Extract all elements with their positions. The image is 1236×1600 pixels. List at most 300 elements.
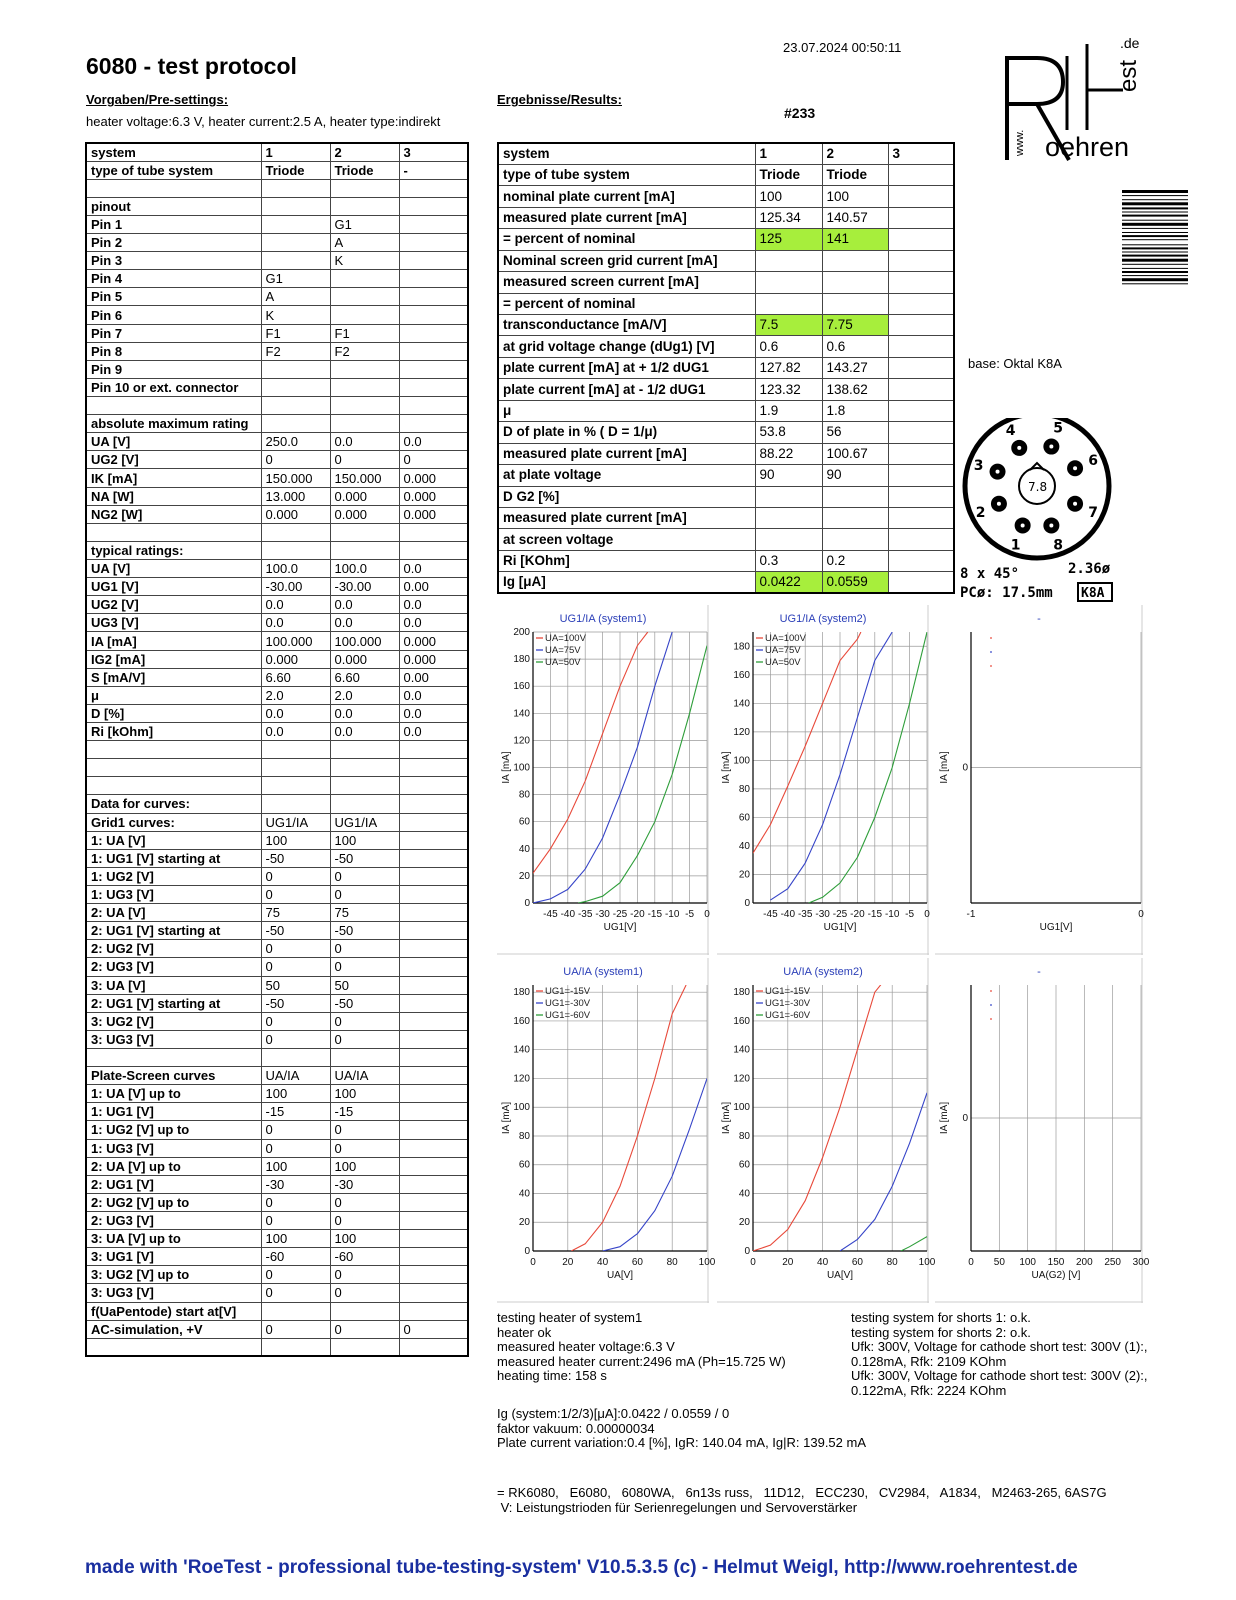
chart-title: UA/IA (system2) xyxy=(783,966,863,978)
equivalent-types: = RK6080, E6080, 6080WA, 6n13s russ, 11D12, ECC230, CV2984, A1834, M2463-265, 6AS7G V: Leistungstrioden für Serienregelungen und Servoverstärker xyxy=(497,1485,1107,1515)
cell-value: 90 xyxy=(755,465,822,486)
table-row xyxy=(86,1320,468,1338)
cell-value xyxy=(888,207,954,228)
table-row xyxy=(86,632,468,650)
cell-value: UG1/IA xyxy=(261,813,330,831)
table-row xyxy=(86,252,468,270)
cell-value xyxy=(399,1103,468,1121)
row-label xyxy=(86,777,261,795)
table-row xyxy=(86,1302,468,1320)
cell-value xyxy=(261,777,330,795)
x-axis-label: UA[V] xyxy=(826,1270,854,1281)
cell-value: -15 xyxy=(261,1103,330,1121)
row-label: measured plate current [mA] xyxy=(498,207,755,228)
cell-value xyxy=(399,759,468,777)
table-row xyxy=(498,186,954,207)
cell-value xyxy=(399,523,468,541)
y-tick-label: 60 xyxy=(518,816,530,828)
base-pin-number: 7 xyxy=(1088,505,1098,522)
cell-value: 0 xyxy=(261,1266,330,1284)
cell-value: 125.34 xyxy=(755,207,822,228)
table-row xyxy=(86,179,468,197)
x-tick-label: 80 xyxy=(666,1257,678,1268)
y-tick-label: 160 xyxy=(733,669,750,681)
cell-value xyxy=(399,270,468,288)
cell-value xyxy=(399,885,468,903)
base-pin-number: 6 xyxy=(1088,452,1098,469)
cell-value: 0 xyxy=(330,1211,399,1229)
cell-value xyxy=(330,1338,399,1356)
cell-value xyxy=(399,1048,468,1066)
cell-value xyxy=(888,357,954,378)
cell-value: 0.0 xyxy=(330,614,399,632)
cell-value: A xyxy=(261,288,330,306)
y-tick-label: 20 xyxy=(738,1217,750,1229)
cell-value: 0.0 xyxy=(399,704,468,722)
y-tick-label: 140 xyxy=(733,698,750,710)
y-tick-label: 80 xyxy=(518,789,530,801)
cell-value: 1.9 xyxy=(755,400,822,421)
table-row xyxy=(498,422,954,443)
table-row xyxy=(498,229,954,250)
cell-value: 0 xyxy=(330,1030,399,1048)
table-row xyxy=(86,360,468,378)
y-tick-label: 0 xyxy=(524,898,530,909)
table-row xyxy=(86,161,468,179)
results-heading: Ergebnisse/Results: xyxy=(497,92,622,107)
x-tick-label: -40 xyxy=(560,909,576,920)
table-row xyxy=(86,976,468,994)
barcode-bar xyxy=(1122,207,1188,209)
row-label: 1: UG3 [V] xyxy=(86,1139,261,1157)
cell-value xyxy=(399,976,468,994)
barcode-bar xyxy=(1122,244,1188,245)
legend-label: UG1=-30V xyxy=(765,998,811,1009)
cell-value xyxy=(399,306,468,324)
x-tick-label: -10 xyxy=(664,909,680,920)
serial-number: #233 xyxy=(784,105,816,121)
series-line xyxy=(770,632,892,900)
cell-value xyxy=(261,541,330,559)
x-tick-label: -35 xyxy=(797,909,813,920)
cell-value: -30 xyxy=(330,1175,399,1193)
table-row xyxy=(86,1175,468,1193)
chart-svg xyxy=(935,958,1150,1303)
cell-value xyxy=(888,400,954,421)
y-tick-label: 40 xyxy=(738,840,750,852)
x-tick-label: -20 xyxy=(630,909,645,920)
x-tick-label: 0 xyxy=(704,909,710,920)
cell-value: 0.2 xyxy=(822,550,888,571)
cell-value xyxy=(399,777,468,795)
table-row xyxy=(498,250,954,271)
cell-value xyxy=(399,397,468,415)
cell-value xyxy=(399,215,468,233)
row-label: D of plate in % ( D = 1/μ) xyxy=(498,422,755,443)
cell-value: 53.8 xyxy=(755,422,822,443)
row-label: transconductance [mA/V] xyxy=(498,315,755,336)
table-row xyxy=(86,723,468,741)
row-label: = percent of nominal xyxy=(498,293,755,314)
row-label: 1: UA [V] xyxy=(86,831,261,849)
table-row xyxy=(86,1067,468,1085)
table-row xyxy=(86,505,468,523)
cell-value: 0 xyxy=(330,1266,399,1284)
row-label: 3: UG2 [V] up to xyxy=(86,1266,261,1284)
results-table xyxy=(497,142,955,594)
cell-value: 0 xyxy=(261,1320,330,1338)
chart-svg xyxy=(717,605,929,955)
cell-value: F1 xyxy=(261,324,330,342)
row-label: 3: UA [V] up to xyxy=(86,1230,261,1248)
cell-value: 0.000 xyxy=(399,469,468,487)
cell-value: F1 xyxy=(330,324,399,342)
cell-value xyxy=(755,272,822,293)
table-row xyxy=(86,831,468,849)
x-tick-label: 50 xyxy=(993,1257,1005,1268)
cell-value xyxy=(888,572,954,593)
table-row xyxy=(498,529,954,550)
cell-value: F2 xyxy=(261,342,330,360)
cell-value: 0 xyxy=(399,1320,468,1338)
y-axis-label: IA [mA] xyxy=(939,751,950,784)
cell-value xyxy=(755,250,822,271)
table-row xyxy=(498,336,954,357)
legend-label: UA=75V xyxy=(765,645,801,656)
cell-value: 0 xyxy=(261,1012,330,1030)
cell-value: 100 xyxy=(330,831,399,849)
cell-value: 0 xyxy=(399,451,468,469)
table-row xyxy=(86,1103,468,1121)
cell-value xyxy=(888,507,954,528)
x-tick-label: -5 xyxy=(905,909,915,920)
cell-value xyxy=(330,777,399,795)
cell-value xyxy=(399,1139,468,1157)
cell-value xyxy=(888,315,954,336)
row-label: UG2 [V] xyxy=(86,596,261,614)
cell-value xyxy=(261,252,330,270)
row-label: Data for curves: xyxy=(86,795,261,813)
row-label: NG2 [W] xyxy=(86,505,261,523)
table-row xyxy=(86,1121,468,1139)
cell-value: 0.0 xyxy=(330,704,399,722)
chart-title: UG1/IA (system1) xyxy=(559,613,647,625)
cell-value xyxy=(399,378,468,396)
row-label: 2: UG1 [V] xyxy=(86,1175,261,1193)
table-row xyxy=(86,759,468,777)
row-label: Pin 5 xyxy=(86,288,261,306)
table-row xyxy=(86,1284,468,1302)
heater-test-results: testing heater of system1 heater ok measured heater voltage:6.3 V measured heater current:2496 mA (Ph=15.725 W) heating time: 158 s xyxy=(497,1310,786,1383)
footer-credit: made with 'RoeTest - professional tube-testing-system' V10.5.3.5 (c) - Helmut Weigl, http://www.roehrentest.de xyxy=(85,1557,1078,1578)
cell-value: 0 xyxy=(330,958,399,976)
chart-title: - xyxy=(1037,613,1041,625)
base-label: base: Oktal K8A xyxy=(968,356,1062,371)
row-label: μ xyxy=(86,686,261,704)
x-tick-label: 40 xyxy=(597,1257,609,1268)
cell-value xyxy=(888,336,954,357)
row-label xyxy=(86,1048,261,1066)
table-row xyxy=(86,378,468,396)
cell-value: 50 xyxy=(330,976,399,994)
cell-value xyxy=(330,1048,399,1066)
row-label: Pin 9 xyxy=(86,360,261,378)
cell-value: 0 xyxy=(330,867,399,885)
table-row xyxy=(498,572,954,593)
row-label: nominal plate current [mA] xyxy=(498,186,755,207)
cell-value xyxy=(399,415,468,433)
cell-value: Triode xyxy=(755,164,822,185)
cell-value: Triode xyxy=(822,164,888,185)
barcode-bar xyxy=(1122,271,1188,273)
x-tick-label: 0 xyxy=(530,1257,536,1268)
cell-value xyxy=(330,197,399,215)
row-label: 2: UG2 [V] up to xyxy=(86,1193,261,1211)
row-label: 3: UG3 [V] xyxy=(86,1030,261,1048)
presettings-table xyxy=(85,142,469,1357)
cell-value xyxy=(755,293,822,314)
y-tick-label: 0 xyxy=(744,1246,750,1257)
cell-value: -50 xyxy=(261,994,330,1012)
row-label: 1: UG3 [V] xyxy=(86,885,261,903)
x-tick-label: -25 xyxy=(612,909,628,920)
table-row xyxy=(86,197,468,215)
table-row xyxy=(86,306,468,324)
cell-value: 0.000 xyxy=(330,650,399,668)
cell-value xyxy=(261,523,330,541)
cell-value: -50 xyxy=(261,922,330,940)
cell-value: 0 xyxy=(261,451,330,469)
cell-value xyxy=(399,1338,468,1356)
cell-value: 0.000 xyxy=(261,650,330,668)
cell-value: 100 xyxy=(330,1230,399,1248)
table-row xyxy=(86,1012,468,1030)
cell-value: 0.0559 xyxy=(822,572,888,593)
cell-value xyxy=(888,229,954,250)
cell-value xyxy=(399,179,468,197)
cell-value: 0.0 xyxy=(399,596,468,614)
row-label: 1: UG2 [V] up to xyxy=(86,1121,261,1139)
cell-value: 100.000 xyxy=(330,632,399,650)
row-label: = percent of nominal xyxy=(498,229,755,250)
cell-value xyxy=(888,250,954,271)
cell-value xyxy=(755,507,822,528)
cell-value: -15 xyxy=(330,1103,399,1121)
table-row xyxy=(498,357,954,378)
y-tick-label: 40 xyxy=(518,1188,530,1200)
cell-value: K xyxy=(330,252,399,270)
row-label: system xyxy=(498,143,755,164)
cell-value: 0 xyxy=(330,885,399,903)
y-tick-label: 120 xyxy=(733,1073,750,1085)
row-label: Plate-Screen curves xyxy=(86,1067,261,1085)
cell-value xyxy=(261,397,330,415)
row-label: 2: UA [V] up to xyxy=(86,1157,261,1175)
y-tick-label: 100 xyxy=(733,1102,750,1114)
row-label: type of tube system xyxy=(498,164,755,185)
cell-value xyxy=(822,486,888,507)
row-label: Pin 7 xyxy=(86,324,261,342)
chart-title: - xyxy=(1037,966,1041,978)
row-label: at grid voltage change (dUg1) [V] xyxy=(498,336,755,357)
row-label: NA [W] xyxy=(86,487,261,505)
chart-ug1-ia-system2 xyxy=(717,605,929,955)
cell-value xyxy=(399,1302,468,1320)
cell-value: 0 xyxy=(261,1030,330,1048)
row-label: at screen voltage xyxy=(498,529,755,550)
legend-label: UG1=-30V xyxy=(545,998,591,1009)
cell-value xyxy=(399,813,468,831)
cell-value: 0.0 xyxy=(261,723,330,741)
cell-value: 0.0 xyxy=(261,614,330,632)
row-label: 2: UG2 [V] xyxy=(86,940,261,958)
y-tick-label: 160 xyxy=(513,681,530,693)
table-row xyxy=(498,164,954,185)
cell-value xyxy=(399,1284,468,1302)
row-label: UG3 [V] xyxy=(86,614,261,632)
cell-value: -50 xyxy=(261,849,330,867)
y-tick-label: 20 xyxy=(518,870,530,882)
barcode-bar xyxy=(1122,223,1188,226)
cell-value: G1 xyxy=(330,215,399,233)
cell-value: -60 xyxy=(330,1248,399,1266)
y-tick-label: 120 xyxy=(513,735,530,747)
barcode-bar xyxy=(1122,190,1188,193)
table-row xyxy=(86,1338,468,1356)
row-label: typical ratings: xyxy=(86,541,261,559)
y-tick-label: 200 xyxy=(513,627,530,638)
x-tick-label: -15 xyxy=(647,909,663,920)
cell-value: 0.0 xyxy=(399,560,468,578)
chart-ug1-ia-system1 xyxy=(497,605,709,955)
y-tick-label: 100 xyxy=(733,755,750,767)
barcode-bar xyxy=(1122,199,1188,200)
cell-value xyxy=(330,306,399,324)
cell-value: UA/IA xyxy=(261,1067,330,1085)
cell-value: 0 xyxy=(261,940,330,958)
table-row xyxy=(86,849,468,867)
table-row xyxy=(86,523,468,541)
cell-value xyxy=(399,541,468,559)
barcode-bar xyxy=(1122,255,1188,257)
cell-value: 75 xyxy=(330,904,399,922)
y-tick-label: 40 xyxy=(738,1188,750,1200)
cell-value: 0.0 xyxy=(261,596,330,614)
x-tick-label: -15 xyxy=(867,909,883,920)
cell-value xyxy=(888,443,954,464)
y-axis-label: IA [mA] xyxy=(721,751,732,784)
logo-word-top: est xyxy=(1115,59,1142,92)
cell-value: 0.3 xyxy=(755,550,822,571)
cell-value xyxy=(399,867,468,885)
cell-value xyxy=(330,759,399,777)
x-axis-label: UG1[V] xyxy=(1039,922,1073,933)
table-row xyxy=(86,668,468,686)
x-tick-label: -25 xyxy=(832,909,848,920)
y-axis-label: IA [mA] xyxy=(501,1101,512,1135)
barcode-bar xyxy=(1122,195,1188,196)
cell-value: 0.0 xyxy=(399,686,468,704)
table-row xyxy=(86,704,468,722)
legend-label: UA=75V xyxy=(545,645,581,656)
cell-value xyxy=(330,397,399,415)
table-row xyxy=(86,614,468,632)
cell-value xyxy=(822,250,888,271)
cell-value xyxy=(888,422,954,443)
cell-value xyxy=(888,465,954,486)
table-row xyxy=(86,741,468,759)
cell-value xyxy=(261,179,330,197)
barcode-bar xyxy=(1122,212,1188,213)
x-tick-label: -40 xyxy=(780,909,796,920)
cell-value xyxy=(261,234,330,252)
row-label: 1: UA [V] up to xyxy=(86,1085,261,1103)
series-line xyxy=(578,646,707,903)
cell-value: 141 xyxy=(822,229,888,250)
cell-value: 0 xyxy=(261,1121,330,1139)
table-row xyxy=(86,469,468,487)
row-label: plate current [mA] at + 1/2 dUG1 xyxy=(498,357,755,378)
table-row xyxy=(86,324,468,342)
table-row xyxy=(86,560,468,578)
table-row xyxy=(86,1230,468,1248)
cell-value: 90 xyxy=(822,465,888,486)
presettings-text: heater voltage:6.3 V, heater current:2.5 A, heater type:indirekt xyxy=(86,114,441,129)
table-row xyxy=(86,885,468,903)
cell-value xyxy=(330,378,399,396)
y-tick-label: 180 xyxy=(513,987,530,999)
cell-value: 0.000 xyxy=(399,505,468,523)
cell-value: 140.57 xyxy=(822,207,888,228)
barcode-bar xyxy=(1122,283,1188,284)
logo-word-side: www. xyxy=(1014,129,1026,156)
row-label: absolute maximum rating xyxy=(86,415,261,433)
base-pin-number: 3 xyxy=(973,457,984,474)
cell-value: K xyxy=(261,306,330,324)
cell-value: 0 xyxy=(330,1193,399,1211)
cell-value xyxy=(261,360,330,378)
cell-value: 0 xyxy=(261,1193,330,1211)
row-label: measured plate current [mA] xyxy=(498,507,755,528)
table-row xyxy=(86,397,468,415)
cell-value: - xyxy=(399,161,468,179)
cell-value xyxy=(330,415,399,433)
x-tick-label: 300 xyxy=(1132,1257,1150,1268)
row-label: S [mA/V] xyxy=(86,668,261,686)
cell-value xyxy=(399,1230,468,1248)
cell-value: 0 xyxy=(330,1121,399,1139)
cell-value: F2 xyxy=(330,342,399,360)
y-tick-label: 40 xyxy=(518,843,530,855)
cell-value: 7.75 xyxy=(822,315,888,336)
cell-value xyxy=(261,741,330,759)
cell-value xyxy=(261,795,330,813)
row-label: 2: UG3 [V] xyxy=(86,958,261,976)
y-tick-label: 160 xyxy=(733,1015,750,1027)
cell-value xyxy=(399,958,468,976)
cell-value xyxy=(261,378,330,396)
x-tick-label: 20 xyxy=(562,1257,574,1268)
barcode-bar xyxy=(1122,278,1188,281)
x-tick-label: 0 xyxy=(1138,909,1144,920)
cell-value: 0.0 xyxy=(399,614,468,632)
cell-value: 100.67 xyxy=(822,443,888,464)
table-row xyxy=(86,867,468,885)
y-tick-label: 140 xyxy=(513,1044,530,1056)
cell-value: 100 xyxy=(261,1157,330,1175)
table-row xyxy=(86,1266,468,1284)
cell-value: 250.0 xyxy=(261,433,330,451)
